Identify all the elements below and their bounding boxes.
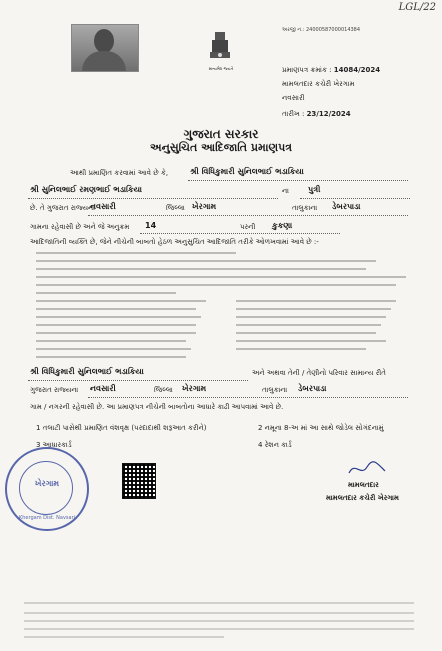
second-district: નવસારી	[90, 384, 116, 393]
district-value: નવસારી	[90, 202, 116, 211]
serial-number: 14	[145, 221, 157, 230]
certificate-page: LGL/22 સત્યમેવ જયતે અરજી નં.: 24000587000014384 પ્રમાણપત્ર ક્રમાંક : 14084/2024 મામલતદાર કચેરી ખેરગામ નવસારી તારીખ : 23/12/2024 ગુજરાત સરકાર અનુસુચિત આદિજાતિ પ્રમાણપત્ર આથી પ્રમાણિત કરવામાં આવે છે કે, શ્રી વિધિકુમારી સુનિલભાઈ ભડાકિયા શ્રી સુનિલભાઈ રમણભાઈ ભડાકિયા ના પુત્રી છે. તે ગુજરાત રાજ્યના નવસારી જિલ્લા ખેરગામ તાલુકાના ડેબરપાડા ગામના રહેવાસી છે અને જે અનુક્રમ 14 પરની કુકણા આદિજાતિની વ્યક્તિ છે, જેને નીચેની બાબતો હેઠળ અનુસુચિત આદિજાતિ તરીકે ઓળખવામાં આવે છે :- શ્રી વિધિકુમારી સુનિલભાઈ ભડાકિયા અને અથવા તેની / તેણીનો પરિવાર સામાન્ય રીતે ગુજરાત રાજ્યના નવસારી જિલ્લા ખેરગામ તાલુકાના ડેબરપાડા ગામ / નગરની રહેવાસી છે. આ પ્રમાણપત્ર નીચેની બાબતોના આધારે કાઢી આપવામાં આવે છે. 1 તલાટી પાસેથી પ્રમાણિત વંશવૃક્ષ (પરદાદાથી શરૂઆત કરીને) 2 નમૂના 8-અ માં આ સાથે જોડેલ સોગંદનામું 3 આધારકાર્ડ 4 રેશન કાર્ડ ખેરગામ Khergam Dist. Navsari મામલતદાર મામલતદાર કચેરી ખેરગામ	[0, 0, 442, 651]
qr-code	[122, 463, 156, 499]
second-person-name: શ્રી વિધિકુમારી સુનિલભાઈ ભડાકિયા	[30, 367, 144, 376]
tribe-text: આદિજાતિની વ્યક્તિ છે, જેને નીચેની બાબતો હેઠળ અનુસુચિત આદિજાતિ તરીકે ઓળખવામાં આવે છે :-	[30, 238, 319, 246]
taluka-value: ખેરગામ	[192, 202, 217, 211]
issue-date: 23/12/2024	[306, 110, 351, 118]
emblem-caption: સત્યમેવ જયતે	[208, 66, 234, 71]
signature	[347, 459, 387, 479]
handwritten-note: LGL/22	[398, 2, 436, 13]
legal-orders-list	[36, 250, 416, 362]
applicant-photo	[71, 24, 139, 72]
basis-item-1: 1 તલાટી પાસેથી પ્રમાણિત વંશવૃક્ષ (પરદાદાથી શરૂઆત કરીને)	[36, 424, 207, 432]
signatory-office: મામલતદાર કચેરી ખેરગામ	[326, 494, 399, 502]
certificate-number: 14084/2024	[333, 66, 381, 74]
second-taluka: ખેરગામ	[182, 384, 207, 393]
footnote-text	[24, 600, 420, 640]
caste-value: કુકણા	[272, 221, 293, 230]
signatory-title: મામલતદાર	[348, 481, 379, 489]
basis-item-2: 2 નમૂના 8-અ માં આ સાથે જોડેલ સોગંદનામું	[258, 424, 384, 432]
relation-value: પુત્રી	[308, 185, 321, 194]
residence-text: ગામ / નગરની રહેવાસી છે. આ પ્રમાણપત્ર નીચેની બાબતોના આધારે કાઢી આપવામાં આવે છે.	[30, 403, 284, 411]
person-name: શ્રી વિધિકુમારી સુનિલભાઈ ભડાકિયા	[190, 167, 304, 176]
office-line: મામલતદાર કચેરી ખેરગામ	[282, 80, 355, 88]
certificate-title: અનુસુચિત આદિજાતિ પ્રમાણપત્ર	[149, 141, 293, 154]
village-value: ડેબરપાડા	[332, 202, 361, 211]
office-seal: ખેરગામ Khergam Dist. Navsari	[5, 447, 89, 531]
basis-item-4: 4 રેશન કાર્ડ	[258, 441, 292, 449]
state-title: ગુજરાત સરકાર	[183, 127, 259, 141]
basis-item-3: 3 આધારકાર્ડ	[36, 441, 72, 449]
intro-text: આથી પ્રમાણિત કરવામાં આવે છે કે,	[70, 169, 169, 177]
date-line: તારીખ : 23/12/2024	[282, 110, 351, 118]
district-line: નવસારી	[282, 94, 305, 102]
parent-name: શ્રી સુનિલભાઈ રમણભાઈ ભડાકિયા	[30, 185, 143, 194]
certificate-number-line: પ્રમાણપત્ર ક્રમાંક : 14084/2024	[282, 66, 381, 74]
national-emblem-icon	[207, 30, 233, 64]
application-number: અરજી નં.: 24000587000014384	[282, 27, 361, 33]
second-village: ડેબરપાડા	[298, 384, 327, 393]
